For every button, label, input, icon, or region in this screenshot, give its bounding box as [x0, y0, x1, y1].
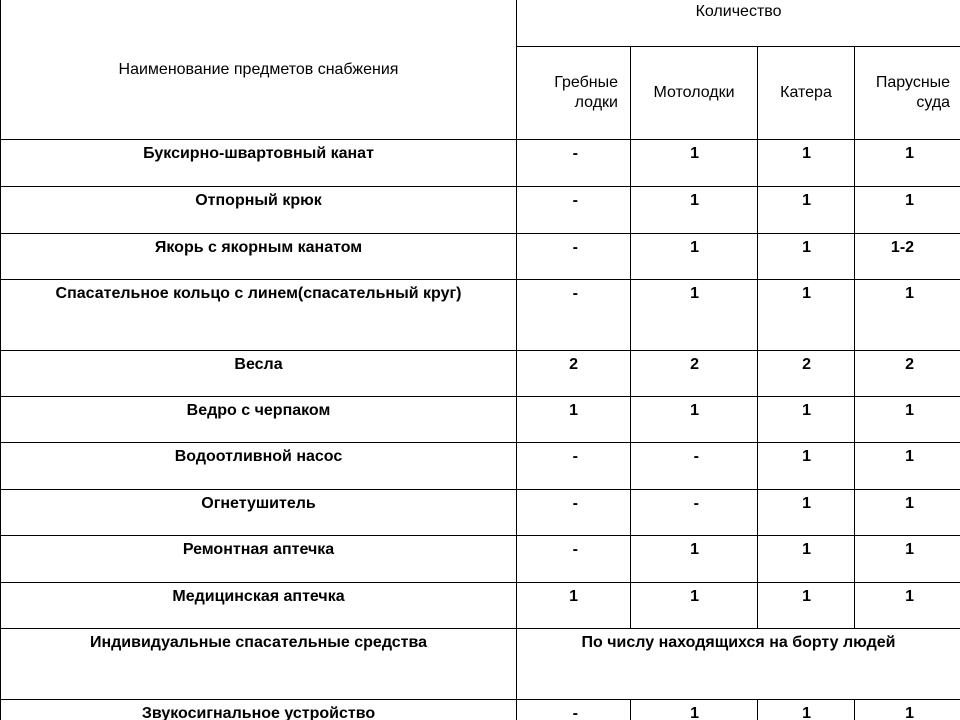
row-quantity-cell: 1 — [855, 490, 960, 536]
row-quantity-cell: 1 — [758, 397, 855, 443]
row-quantity-cell: 2 — [855, 351, 960, 397]
row-quantity-cell: 1 — [855, 280, 960, 351]
row-item-name: Ремонтная аптечка — [1, 536, 517, 583]
row-quantity-cell: 1 — [631, 536, 758, 583]
row-quantity-cell: - — [517, 536, 631, 583]
row-quantity-cell: - — [517, 140, 631, 187]
row-quantity-cell: 1 — [855, 536, 960, 583]
row-quantity-cell: 2 — [758, 351, 855, 397]
row-item-name: Якорь с якорным канатом — [1, 234, 517, 280]
row-quantity-cell: - — [517, 187, 631, 234]
header-item-name: Наименование предметов снабжения — [1, 0, 517, 140]
row-quantity-cell: 1 — [758, 280, 855, 351]
row-quantity-cell: 1 — [758, 490, 855, 536]
row-item-name: Медицинская аптечка — [1, 583, 517, 629]
header-col-motorboats — [631, 47, 758, 140]
header-col-launches-label: Катера — [780, 84, 832, 101]
row-quantity-cell: 1 — [855, 140, 960, 187]
header-col-rowing-boats-line2: лодки — [574, 94, 618, 111]
row-quantity-cell: - — [517, 280, 631, 351]
row-item-name: Буксирно-швартовный канат — [1, 140, 517, 187]
header-quantity: Количество — [517, 0, 960, 47]
row-quantity-cell: 1 — [758, 700, 855, 720]
row-quantity-cell: - — [517, 490, 631, 536]
table-row — [1, 629, 960, 700]
table-row — [1, 234, 960, 280]
row-item-name: Спасательное кольцо с линем(спасательный круг) — [1, 280, 517, 351]
header-col-rowing-boats — [517, 47, 631, 140]
table-row — [1, 397, 960, 443]
table-row — [1, 443, 960, 490]
row-quantity-cell: - — [631, 490, 758, 536]
row-merged-quantity: По числу находящихся на борту людей — [517, 629, 960, 700]
row-quantity-cell: 1 — [517, 397, 631, 443]
row-quantity-cell: 1 — [631, 140, 758, 187]
row-item-name: Водоотливной насос — [1, 443, 517, 490]
row-quantity-cell: 1 — [631, 280, 758, 351]
row-item-name: Огнетушитель — [1, 490, 517, 536]
row-quantity-cell: 1 — [758, 443, 855, 490]
row-quantity-cell: 1 — [855, 700, 960, 720]
row-item-name: Звукосигнальное устройство — [1, 700, 517, 720]
row-quantity-cell: 1 — [631, 397, 758, 443]
row-quantity-cell: 2 — [517, 351, 631, 397]
row-quantity-cell: 1 — [517, 583, 631, 629]
row-quantity-cell: 1 — [758, 187, 855, 234]
table-row — [1, 351, 960, 397]
table-row — [1, 700, 960, 720]
table-row — [1, 187, 960, 234]
table-row — [1, 280, 960, 351]
row-quantity-cell: - — [517, 700, 631, 720]
row-item-name: Индивидуальные спасательные средства — [1, 629, 517, 700]
row-quantity-cell: 1 — [631, 583, 758, 629]
table-row — [1, 140, 960, 187]
row-quantity-cell: 1 — [631, 700, 758, 720]
header-col-launches — [758, 47, 855, 140]
row-quantity-cell: 1-2 — [855, 234, 960, 280]
header-col-sailboats-line1: Парусные — [875, 74, 951, 91]
header-col-rowing-boats-line1: Гребные — [554, 74, 618, 91]
row-quantity-cell: 1 — [758, 234, 855, 280]
row-quantity-cell: 1 — [855, 397, 960, 443]
row-quantity-cell: 1 — [631, 234, 758, 280]
header-col-sailboats-line2: суда — [916, 94, 951, 111]
table-row — [1, 490, 960, 536]
row-item-name: Весла — [1, 351, 517, 397]
row-quantity-cell: 1 — [758, 140, 855, 187]
header-col-motorboats-label: Мотолодки — [653, 84, 735, 101]
row-quantity-cell: 1 — [855, 583, 960, 629]
row-item-name: Ведро с черпаком — [1, 397, 517, 443]
row-quantity-cell: 1 — [758, 536, 855, 583]
row-quantity-cell: - — [517, 443, 631, 490]
row-quantity-cell: - — [517, 234, 631, 280]
row-quantity-cell: 1 — [758, 583, 855, 629]
row-quantity-cell: - — [631, 443, 758, 490]
header-col-sailboats — [855, 47, 960, 140]
row-quantity-cell: 1 — [631, 187, 758, 234]
row-quantity-cell: 1 — [855, 187, 960, 234]
table-row — [1, 583, 960, 629]
row-quantity-cell: 1 — [855, 443, 960, 490]
row-quantity-cell: 2 — [631, 351, 758, 397]
table-row — [1, 536, 960, 583]
row-item-name: Отпорный крюк — [1, 187, 517, 234]
